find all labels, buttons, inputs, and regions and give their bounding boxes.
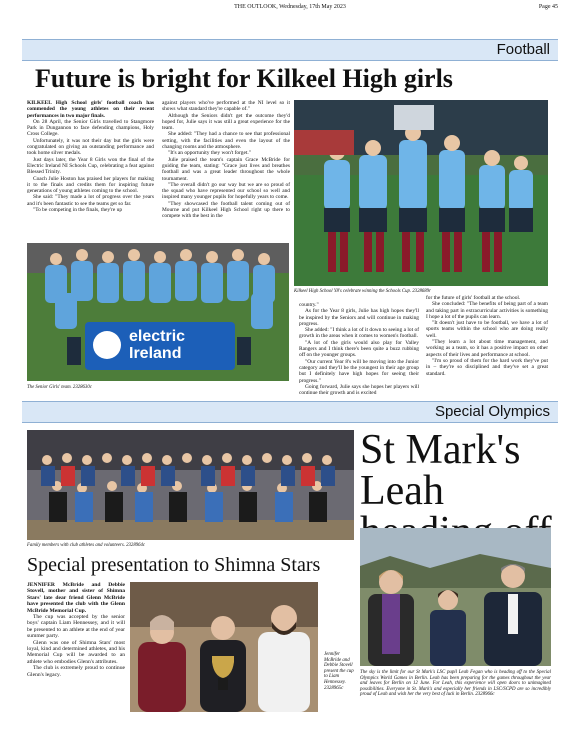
article-paragraph: Although the Seniors didn't get the outcome they'd hoped for, Julie says it was still a great experience for the team. [162,112,290,132]
leah-caption: The sky is the limit for our St Mark's LSC pupil Leah Fegan who is heading off to the Special Olympics World Games in Berlin. Leah has been preparing for the games throughout the year and leaves for Berlin on 12 June. For Leah, this experience will open doors to unimagined possibilities. Everyone in St. Mark's and especially her friends in LSC/SCPD are so incredibly proud of Leah and wish her the very best of luck in Berlin. 2328966c [360,670,551,698]
article-paragraph: against players who've performed at the NI level so it shows what standard they're capable of." [162,100,290,113]
banner-text: electric Ireland [129,328,186,362]
article-paragraph: "Our current Year 8's will be moving into the Junior category and they'll be the youngest in their age group but I definitely have high hopes for seeing their progress." [299,358,419,384]
article-paragraph: JENNIFER McBride and Debbie Stovell, mother and sister of Shimna Stars' late dear friend Glenn McBride have presented the club with the Glenn McBride Memorial Cup. [27,582,125,614]
cup-caption: Jennifer McBride and Debbie Stovell present the cup to Liam Hennessey. 2328965c [324,652,354,691]
section-bar-football [22,39,558,61]
celebration-caption: Kilkeel High School Y8's celebrate winning the Schools Cup. 2328689r [294,289,431,294]
electric-ireland-banner [85,322,235,370]
article-paragraph: KILKEEL High School girls' football coach has commended the young athletes on their recent performances in two major finals. [27,100,154,119]
shimna-headline: Special presentation to Shimna Stars [27,554,321,576]
masthead [22,2,558,14]
article-paragraph: for the future of girls' football at the school. [426,295,521,301]
article-paragraph: "To be competing in the finals, they're up [33,207,123,214]
article-paragraph: She said: "They made a lot of progress over the years and it's been fantastic to see the teams get so far. [27,194,154,207]
page-number: Page 45 [538,4,558,10]
article-paragraph: "It doesn't just have to be football, we have a lot of sports teams within the school who are doing really well. [426,320,548,339]
article-paragraph: Just days later, the Year 8 Girls won the final of the Electric Ireland NI Schools Cup, celebrating a feat against Blessed Trinity. [27,156,154,176]
section-label-special-olympics: Special Olympics [434,403,550,420]
article-paragraph: As for the Year 8 girls, Julie has high hopes they'll be inspired by the Seniors and will continue in making progress. [299,308,419,327]
ifa-badge-icon [93,331,121,359]
article-paragraph: Julie praised the team's captain Grace McBride for guiding the team, stating: "Grace just lives and breathes football and was a great leader throughout the whole tournament. [162,156,290,182]
article-paragraph: Unfortunately, it was not their day but the girls were congratulated on giving an outstanding performance and took home silver medals. [27,137,154,157]
article-column-1 [27,100,154,213]
senior-team-caption: The Senior Girls' team. 2328630c [27,385,92,390]
article-column-3 [299,302,419,396]
article-paragraph: On 28 April, the Senior Girls travelled to Stangmore Park in Dungannon to face defending champions, Holy Cross College. [27,118,154,138]
article-paragraph: "It's an opportunity they won't forget." [168,150,251,157]
article-paragraph: "I'm so proud of them for the hard work they've put in – they're so disciplined and they've set a great standard. [426,357,548,377]
article-paragraph: country." [299,302,319,308]
article-paragraph: "The overall didn't go our way but we are so proud of the squad who have represented our school so well and inspired many younger pupils for hopefully years to come. [162,181,290,201]
football-headline: Future is bright for Kilkeel High girls [35,64,453,93]
family-photo [27,430,354,540]
article-paragraph: Going forward, Julie says she hopes her players will continue their growth and is excited [299,383,419,397]
article-paragraph: "A lot of the girls would also play for Valley Rangers and I think there's been quite a buzz rubbing off on the younger groups. [299,339,419,359]
article-paragraph: The cup was accepted by the senior boys' captain Liam Hennessey, and it will be presented to an athlete at the end of year summer party. [27,614,125,640]
cup-presentation-photo [130,582,318,712]
section-label-football: Football [496,41,550,58]
leah-headline: St Mark's Leah [360,427,521,514]
article-paragraph: She concluded: "The benefits of being part of a team and taking part in extracurricular activities is something I hope a lot of the pupils can learn. [426,301,548,320]
article-paragraph: "They showcased the football talent coming out of Mourne and put Kilkeel High School right up there to compete with the best in the [162,200,290,220]
article-paragraph: The club is extremely proud to continue Glenn's legacy. [27,665,125,678]
article-paragraph: She added: "I think a lot of it down to seeing a lot of growth in the areas when it comes to women's football. [299,327,419,340]
article-paragraph: "They learn a lot about time management, and working as a team, so it has a positive impact on other aspects of their lives and performance at school. [426,339,548,358]
article-paragraph: Glenn was one of Shimna Stars' most loyal, kind and determined athletes, and his Memorial Cup will be awarded to an athlete who embodies Glenn's attributes. [27,639,125,665]
article-column-4 [426,295,548,377]
family-caption: Family members with club athletes and volunteers. 2328964c [27,543,146,548]
leah-photo [360,528,551,666]
celebration-photo [294,100,548,286]
article-paragraph: Coach Julie Hoston has praised her players for making it to the finals and credits them for inspiring future generations of young athletes coming to the school. [27,175,154,195]
article-paragraph: She added: "They had a chance to see that professional setting, with the facilities and even the layout of the changing rooms and the atmosphere. [162,131,290,151]
article-column-2 [162,100,290,220]
section-bar-special-olympics [22,401,558,423]
masthead-line: THE OUTLOOK, Wednesday, 17th May 2023 [234,4,346,10]
shimna-article [27,582,125,678]
